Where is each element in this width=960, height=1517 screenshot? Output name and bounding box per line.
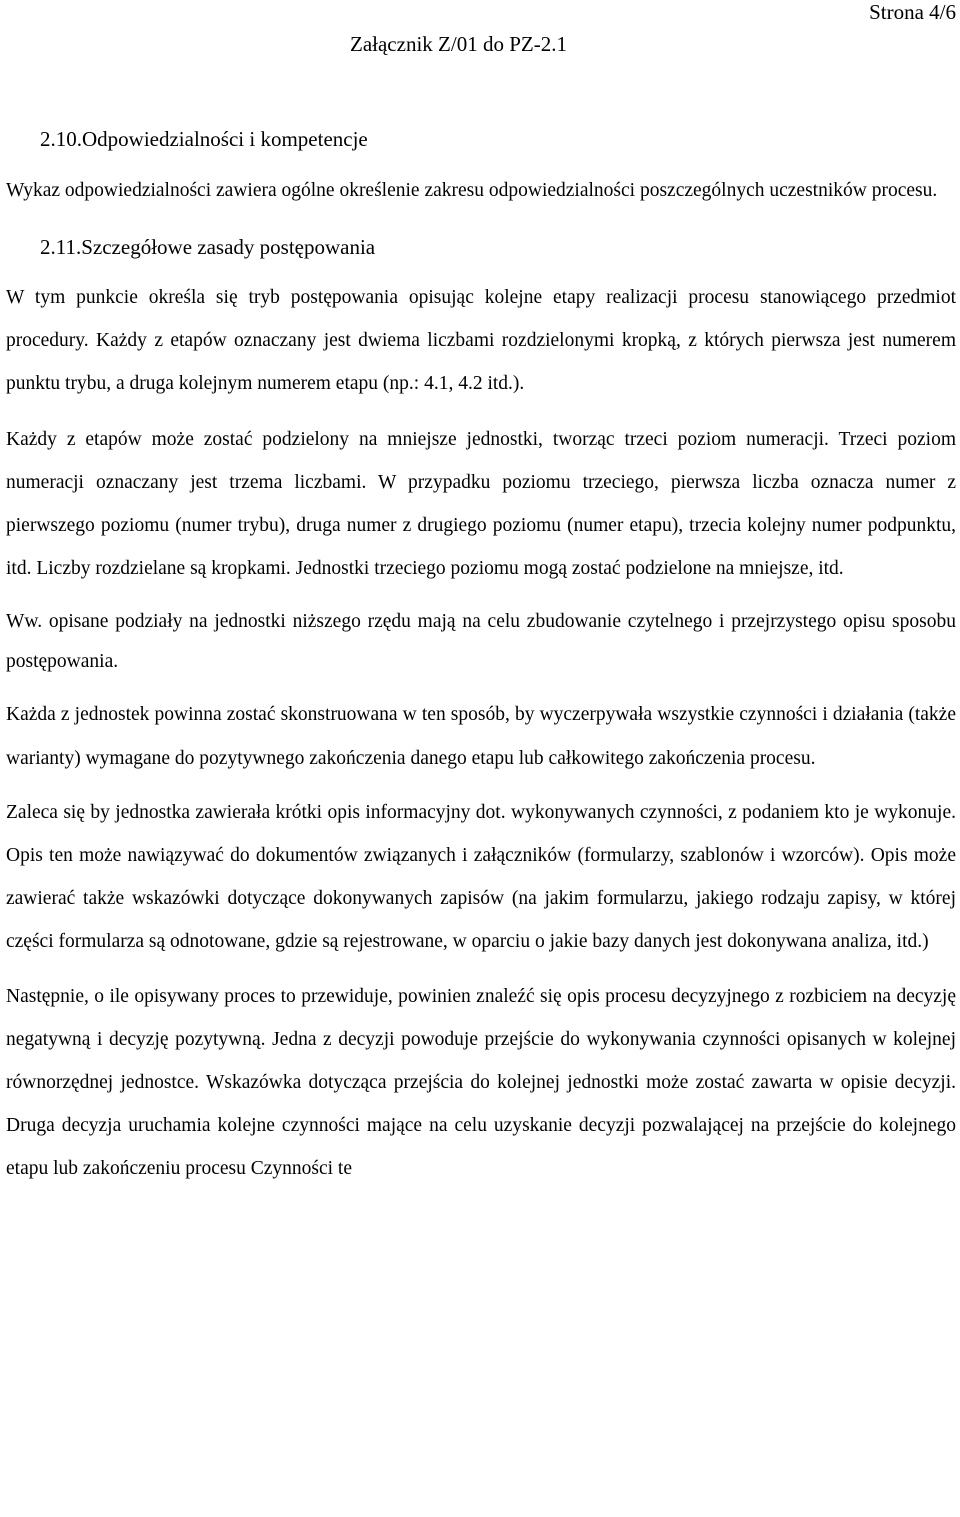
section-title: Odpowiedzialności i kompetencje [82,127,368,151]
paragraph: Każda z jednostek powinna zostać skonstruowana w ten sposób, by wyczerpywała wszystkie czynności i działania (także warianty) wymagane do pozytywnego zakończenia danego etapu lub całkowitego zakończenia procesu. [6,704,956,769]
paragraph: Wykaz odpowiedzialności zawiera ogólne określenie zakresu odpowiedzialności poszczególnych uczestników procesu. [6,180,938,201]
paragraph: Zaleca się by jednostka zawierała krótki opis informacyjny dot. wykonywanych czynności, z podaniem kto je wykonuje. Opis ten może nawiązywać do dokumentów związanych i załączników (formularzy, szablonów i wzorców). Opis może zawierać także wskazówki dotyczące dokonywanych zapisów (na jakim formularzu, jakiego rodzaju zapisy, w której części formularza są odnotowane, gdzie są rejestrowane, w oparciu o jakie bazy danych jest dokonywana analiza, itd.) [6,801,956,953]
paragraph: Następnie, o ile opisywany proces to przewiduje, powinien znaleźć się opis procesu decyzyjnego z rozbiciem na decyzję negatywną i decyzję pozytywną. Jedna z decyzji powoduje przejście do wykonywania czynności opisanych w kolejnej równorzędnej jednostce. Wskazówka dotycząca przejścia do kolejnej jednostki może zostać zawarta w opisie decyzji. Druga decyzja uruchamia kolejne czynności mające na celu uzyskanie decyzji pozwalającej na przejście do kolejnego etapu lub zakończeniu procesu Czynności te [6,985,956,1180]
paragraph: Ww. opisane podziały na jednostki niższego rzędu mają na celu zbudowanie czytelnego i przejrzystego opisu sposobu postępowania. [6,611,956,673]
page-content [6,124,956,1191]
paragraph: Każdy z etapów może zostać podzielony na mniejsze jednostki, tworząc trzeci poziom numeracji. Trzeci poziom numeracji oznaczany jest trzema liczbami. W przypadku poziomu trzeciego, pierwsza liczba oznacza numer z pierwszego poziomu (numer trybu), druga numer z drugiego poziomu (numer etapu), trzecia kolejny numer podpunktu, itd. Liczby rozdzielane są kropkami. Jednostki trzeciego poziomu mogą zostać podzielone na mniejsze, itd. [6,428,956,580]
section-heading-2-11 [6,232,956,262]
section-title: Szczegółowe zasady postępowania [81,235,376,259]
document-reference: Załącznik Z/01 do PZ-2.1 [350,32,567,56]
section-heading-2-10 [6,124,956,154]
section-number: 2.10. [40,127,82,151]
paragraph: W tym punkcie określa się tryb postępowania opisując kolejne etapy realizacji procesu stanowiącego przedmiot procedury. Każdy z etapów oznaczany jest dwiema liczbami rozdzielonymi kropką, z których pierwsza jest numerem punktu trybu, a druga kolejnym numerem etapu (np.: 4.1, 4.2 itd.). [6,287,956,395]
section-number: 2.11. [40,235,82,259]
page-number: Strona 4/6 [869,0,956,24]
